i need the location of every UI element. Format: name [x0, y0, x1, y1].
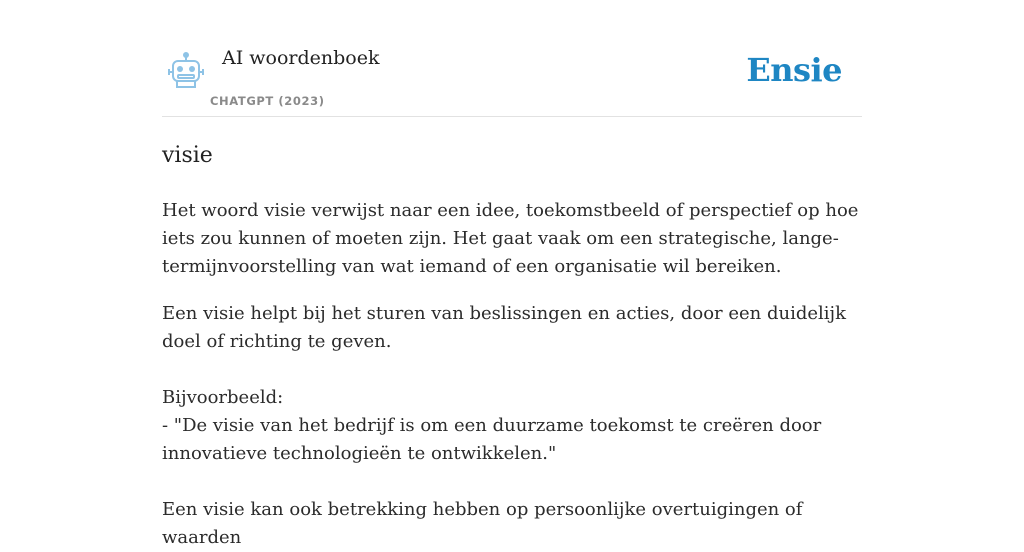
example-text: - "De visie van het bedrijf is om een duurzame toekomst te creëren door innovatieve technologieën te ontwikkelen."	[162, 415, 822, 464]
definition-paragraph: Een visie helpt bij het sturen van beslissingen en acties, door een duidelijk doel of richting te geven.	[162, 303, 847, 352]
example-heading: Bijvoorbeeld:	[162, 387, 284, 408]
page-container	[162, 0, 862, 552]
source-meta: CHATGPT (2023)	[210, 94, 325, 108]
brand-logo[interactable]: Ensie	[746, 51, 842, 89]
entry	[162, 117, 862, 552]
source-title[interactable]: AI woordenboek	[222, 47, 380, 69]
definition-paragraph: Een visie kan ook betrekking hebben op persoonlijke overtuigingen of waarden	[162, 499, 803, 548]
header	[162, 0, 862, 117]
definition-paragraph: Het woord visie verwijst naar een idee, toekomstbeeld of perspectief op hoe iets zou kunnen of moeten zijn. Het gaat vaak om een strategische, lange-termijnvoorstelling van wat iemand of een organisatie wil bereiken.	[162, 200, 859, 277]
robot-icon	[166, 52, 206, 90]
entry-term: visie	[162, 143, 213, 168]
